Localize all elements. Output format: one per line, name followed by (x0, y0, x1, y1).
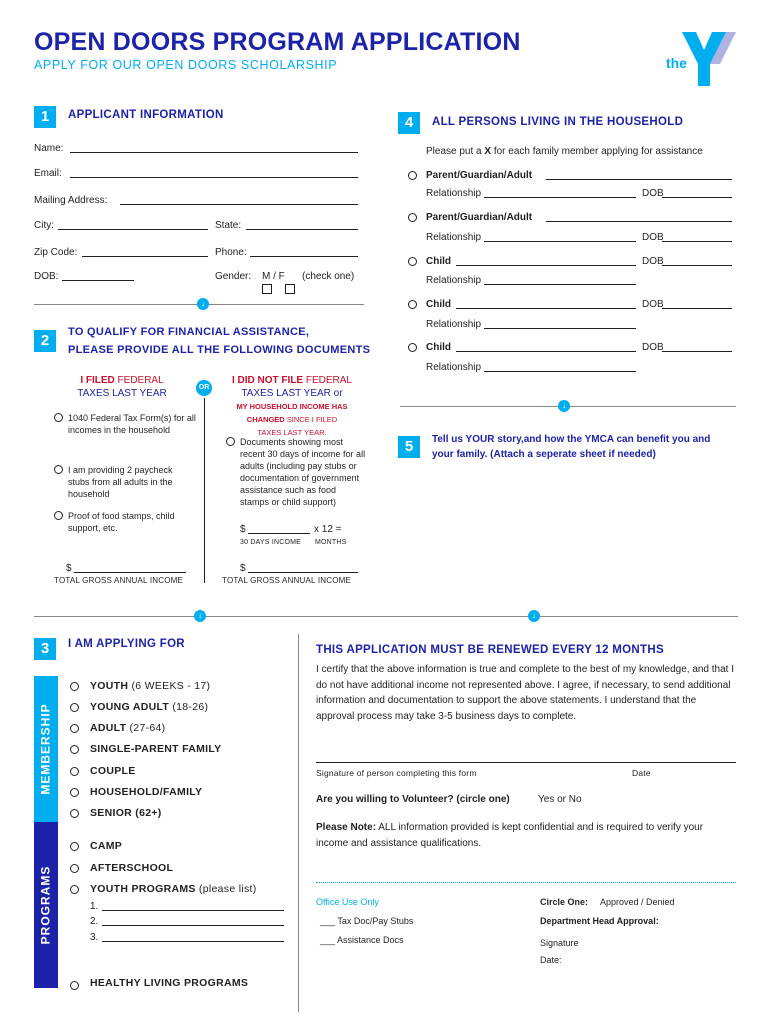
member-1-relationship-field[interactable] (484, 197, 636, 198)
member-2-relationship-label: Relationship (426, 232, 482, 243)
zip-code-field[interactable] (82, 256, 208, 257)
household-option: HOUSEHOLD/FAMILY (90, 786, 203, 798)
member-2-name-field[interactable] (546, 221, 732, 222)
youth-radio[interactable] (70, 682, 79, 691)
certification-text: I certify that the above information is true and complete to the best of my knowledge, and that I do not have additional income not represented above. I agree, if necessary, to send additional information and documentation to support the above statements. I understand that the approval process may take 3-5 business days to complete. (316, 664, 735, 722)
member-3-dob-label: DOB (642, 256, 664, 267)
member-3-relationship-field[interactable] (484, 284, 636, 285)
member-4-radio[interactable] (408, 300, 417, 309)
member-3-relationship-label: Relationship (426, 275, 482, 286)
member-4-dob-field[interactable] (662, 308, 732, 309)
name-field[interactable] (70, 152, 358, 153)
paycheck-radio[interactable] (54, 465, 63, 474)
filed-header: I FILED FEDERAL TAXES LAST YEAR (77, 375, 167, 399)
phone-field[interactable] (250, 256, 358, 257)
program-list-2-label: 2. (90, 916, 99, 927)
income-docs-radio[interactable] (226, 437, 235, 446)
dob-label: DOB: (34, 271, 59, 282)
dept-head-label: Department Head Approval: (540, 916, 659, 926)
renewal-title: THIS APPLICATION MUST BE RENEWED EVERY 12 MONTHS (316, 644, 664, 656)
date-caption: Date (632, 768, 651, 778)
member-5-radio[interactable] (408, 343, 417, 352)
adult-radio[interactable] (70, 724, 79, 733)
dob-field[interactable] (62, 280, 134, 281)
camp-radio[interactable] (70, 842, 79, 851)
program-list-2-field[interactable] (102, 925, 284, 926)
member-4-name-field[interactable] (456, 308, 636, 309)
section-4-instructions: Please put a X for each family member applying for assistance (426, 146, 703, 157)
gender-label: Gender: (215, 271, 252, 282)
member-3-name-field[interactable] (456, 265, 636, 266)
food-stamps-radio[interactable] (54, 511, 63, 520)
email-label: Email: (34, 168, 62, 179)
city-field[interactable] (58, 229, 208, 230)
program-list-1-label: 1. (90, 901, 99, 912)
section-4-number: 4 (398, 112, 420, 134)
assistance-doc-check: ___ Assistance Docs (320, 935, 404, 945)
divider-knot-left-icon: ↓ (194, 610, 206, 622)
gender-check-one: (check one) (302, 271, 355, 282)
total-income-right-field[interactable] (248, 572, 358, 573)
section-2-title-line-1: TO QUALIFY FOR FINANCIAL ASSISTANCE, (68, 326, 310, 338)
member-3-radio[interactable] (408, 257, 417, 266)
volunteer-question: Are you willing to Volunteer? (circle one) (316, 794, 510, 805)
member-2-relationship-field[interactable] (484, 241, 636, 242)
signature-field[interactable] (316, 762, 736, 763)
programs-band: PROGRAMS (34, 822, 58, 988)
youth-option: YOUTH (6 WEEKS - 17) (90, 680, 211, 692)
total-income-left-field[interactable] (74, 572, 186, 573)
section-4-title: ALL PERSONS LIVING IN THE HOUSEHOLD (432, 116, 684, 128)
zip-code-label: Zip Code: (34, 247, 78, 258)
program-list-3-label: 3. (90, 932, 99, 943)
afterschool-radio[interactable] (70, 864, 79, 873)
gender-options: M / F (262, 271, 285, 282)
section-1-number: 1 (34, 106, 56, 128)
cap-30-days: 30 DAYS INCOME (240, 539, 302, 546)
office-signature-label: Signature (540, 938, 579, 948)
not-filed-header: I DID NOT FILE FEDERAL TAXES LAST YEAR or MY HOUSEHOLD INCOME HAS CHANGED SINCE I FILED TAXES LAST YEAR. (231, 375, 352, 437)
member-4-dob-label: DOB (642, 299, 664, 310)
member-2-radio[interactable] (408, 213, 417, 222)
total-left-dollar: $ (66, 563, 72, 574)
member-1-type: Parent/Guardian/Adult (426, 170, 533, 181)
signature-caption: Signature of person completing this form (316, 768, 477, 778)
food-stamps-option: Proof of food stamps, child support, etc. (68, 511, 175, 533)
income-dollar-sign: $ (240, 524, 246, 535)
paycheck-option: I am providing 2 paycheck stubs from all adults in the household (68, 465, 173, 499)
cap-months: MONTHS (315, 539, 347, 546)
healthy-living-radio[interactable] (70, 981, 79, 990)
program-list-3-field[interactable] (102, 941, 284, 942)
single-parent-option: SINGLE-PARENT FAMILY (90, 743, 222, 755)
gender-female-checkbox[interactable] (285, 284, 295, 294)
section-2-number: 2 (34, 330, 56, 352)
member-5-type: Child (426, 342, 451, 353)
section-3-title: I AM APPLYING FOR (68, 638, 185, 650)
tax-form-option: 1040 Federal Tax Form(s) for all incomes in the household (68, 413, 196, 435)
total-income-right-caption: TOTAL GROSS ANNUAL INCOME (222, 576, 352, 585)
household-radio[interactable] (70, 788, 79, 797)
section-2-column-divider (204, 398, 205, 583)
phone-label: Phone: (215, 247, 247, 258)
membership-band: MEMBERSHIP (34, 676, 58, 822)
healthy-living-option: HEALTHY LIVING PROGRAMS (90, 977, 249, 989)
section-3-right-rule (298, 634, 299, 1012)
divider-knot-icon: ↓ (197, 298, 209, 310)
member-3-type: Child (426, 256, 451, 267)
section-5-prompt: Tell us YOUR story,and how the YMCA can benefit you and your family. (Attach a seperate sheet if needed) (432, 434, 711, 460)
mailing-address-field[interactable] (120, 204, 358, 205)
section-1-title: APPLICANT INFORMATION (68, 109, 224, 121)
member-5-name-field[interactable] (456, 351, 636, 352)
gender-male-checkbox[interactable] (262, 284, 272, 294)
page-subtitle: APPLY FOR OUR OPEN DOORS SCHOLARSHIP (34, 58, 338, 72)
tax-form-radio[interactable] (54, 413, 63, 422)
couple-radio[interactable] (70, 767, 79, 776)
couple-option: COUPLE (90, 765, 136, 777)
section-2-title-line-2: PLEASE PROVIDE ALL THE FOLLOWING DOCUMENTS (68, 344, 371, 356)
member-1-dob-field[interactable] (662, 197, 732, 198)
city-label: City: (34, 220, 54, 231)
state-field[interactable] (246, 229, 358, 230)
senior-radio[interactable] (70, 809, 79, 818)
ymca-logo (660, 28, 740, 88)
member-1-radio[interactable] (408, 171, 417, 180)
divider-knot-right-icon: ↓ (528, 610, 540, 622)
youth-programs-radio[interactable] (70, 885, 79, 894)
member-4-relationship-label: Relationship (426, 319, 482, 330)
member-5-relationship-label: Relationship (426, 362, 482, 373)
svg-text:the: the (666, 55, 687, 71)
member-4-type: Child (426, 299, 451, 310)
divider-knot-3-icon: ↓ (558, 400, 570, 412)
income-30-days-field[interactable] (248, 533, 310, 534)
member-3-dob-field[interactable] (662, 265, 732, 266)
member-5-dob-field[interactable] (662, 351, 732, 352)
tax-doc-check: ___ Tax Doc/Pay Stubs (320, 916, 414, 926)
circle-one-label: Circle One: (540, 897, 589, 907)
confidentiality-note: Please Note: ALL information provided is kept confidential and is required to verify your income and assistance qualifications. (316, 822, 704, 849)
member-4-relationship-field[interactable] (484, 328, 636, 329)
member-2-dob-label: DOB (642, 232, 664, 243)
youth-programs-option: YOUTH PROGRAMS (please list) (90, 883, 257, 895)
camp-option: CAMP (90, 840, 123, 852)
office-divider (316, 882, 736, 883)
state-label: State: (215, 220, 242, 231)
member-2-type: Parent/Guardian/Adult (426, 212, 533, 223)
member-1-relationship-label: Relationship (426, 188, 482, 199)
member-2-dob-field[interactable] (662, 241, 732, 242)
office-use-title: Office Use Only (316, 897, 379, 907)
total-income-left-caption: TOTAL GROSS ANNUAL INCOME (54, 576, 184, 585)
times-12-label: x 12 = (314, 524, 342, 535)
young-adult-radio[interactable] (70, 703, 79, 712)
income-docs-option: Documents showing most recent 30 days of income for all adults (including pay stubs or documentation of government assistance such as food stamps or child support) (240, 437, 366, 507)
page-title: OPEN DOORS PROGRAM APPLICATION (34, 28, 521, 56)
section-5-number: 5 (398, 436, 420, 458)
member-5-dob-label: DOB (642, 342, 664, 353)
member-5-relationship-field[interactable] (484, 371, 636, 372)
mailing-address-label: Mailing Address: (34, 195, 108, 206)
section-3-number: 3 (34, 638, 56, 660)
total-right-dollar: $ (240, 563, 246, 574)
young-adult-option: YOUNG ADULT (18-26) (90, 701, 209, 713)
volunteer-options[interactable]: Yes or No (538, 794, 582, 805)
program-list-1-field[interactable] (102, 910, 284, 911)
name-label: Name: (34, 143, 64, 154)
afterschool-option: AFTERSCHOOL (90, 862, 174, 874)
adult-option: ADULT (27-64) (90, 722, 166, 734)
senior-option: SENIOR (62+) (90, 807, 162, 819)
member-1-name-field[interactable] (546, 179, 732, 180)
single-parent-radio[interactable] (70, 745, 79, 754)
office-date-label: Date: (540, 955, 562, 965)
divider-2 (34, 616, 738, 617)
member-1-dob-label: DOB (642, 188, 664, 199)
email-field[interactable] (70, 177, 358, 178)
approval-options: Approved / Denied (600, 897, 675, 907)
or-badge: OR (196, 380, 212, 396)
